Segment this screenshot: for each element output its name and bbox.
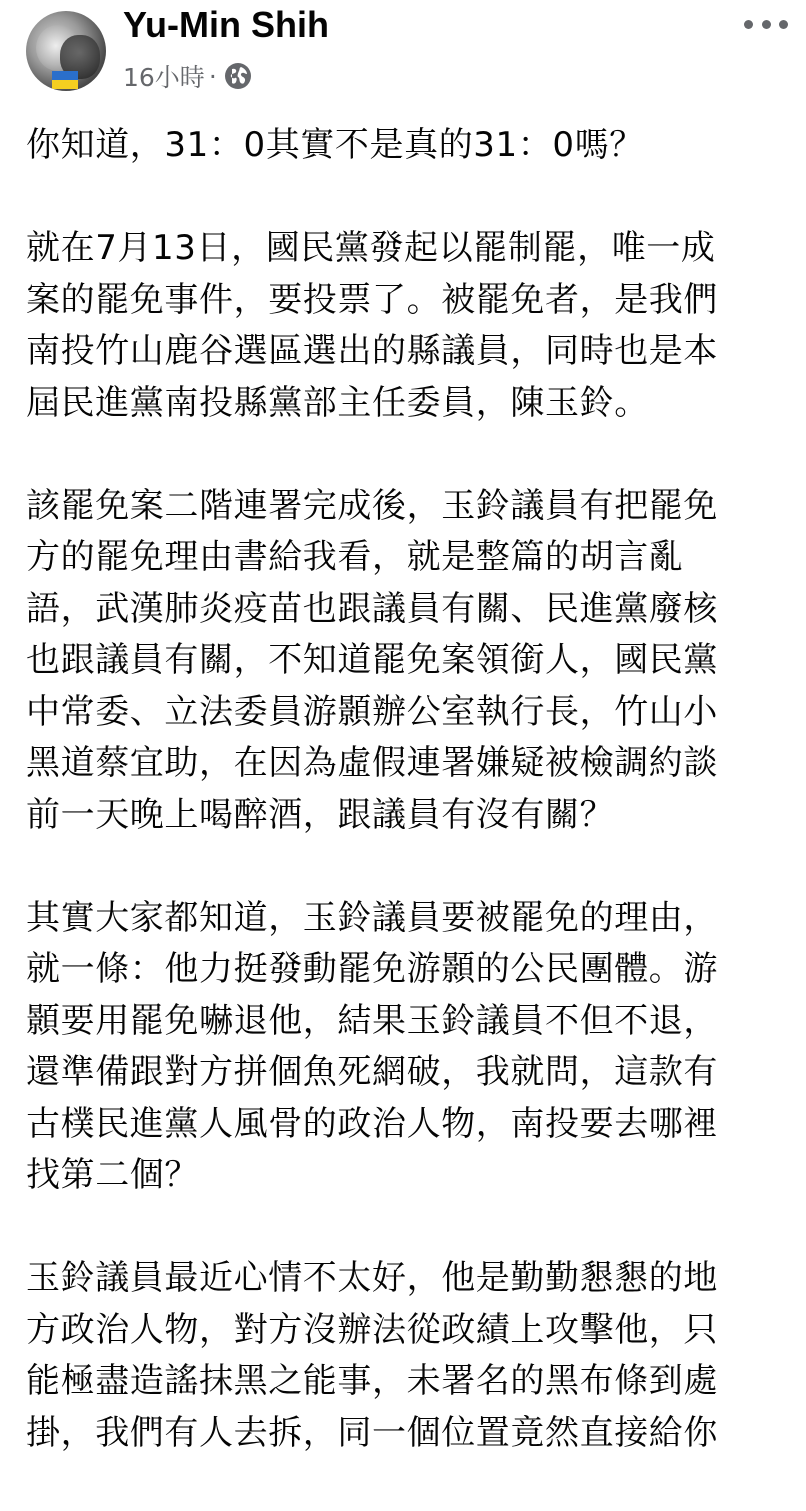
post-paragraph: 其實大家都知道，玉鈴議員要被罷免的理由， 就一條：他力挺發動罷免游顥的公民團體。游 顥要用罷免嚇退他，結果玉鈴議員不但不退， 還準備跟對方拼個魚死網破，我就問，這款有 古樸民進黨人風骨的政治人物，南投要去哪裡 找第二個？ <box>26 897 718 1195</box>
avatar[interactable] <box>26 11 106 91</box>
post-paragraph: 該罷免案二階連署完成後，玉鈴議員有把罷免 方的罷免理由書給我看，就是整篇的胡言亂 語，武漢肺炎疫苗也跟議員有關、民進黨廢核 也跟議員有關，不知道罷免案領銜人，國民黨 中常委、立法委員游顥辦公室執行長，竹山小 黑道蔡宜助，在因為虛假連署嫌疑被檢調約談 前一天晚上喝醉酒，跟議員有沒有關？ <box>26 485 718 835</box>
post-time[interactable]: 16小時 <box>123 63 205 92</box>
post-header <box>0 0 806 110</box>
post-paragraph: 就在7月13日，國民黨發起以罷制罷，唯一成 案的罷免事件，要投票了。被罷免者，是我們 南投竹山鹿谷選區選出的縣議員，同時也是本 屆民進黨南投縣黨部主任委員，陳玉鈴。 <box>26 228 718 423</box>
ukraine-flag-icon <box>52 71 78 89</box>
post-text <box>26 120 786 1511</box>
post-paragraph: 玉鈴議員最近心情不太好，他是勤勤懇懇的地 方政治人物，對方沒辦法從政績上攻擊他，只 能極盡造謠抹黑之能事，未署名的黑布條到處 掛，我們有人去拆，同一個位置竟然直接給你 <box>26 1258 718 1453</box>
meta-separator: · <box>208 61 217 91</box>
post-meta <box>123 56 253 96</box>
globe-icon[interactable] <box>223 61 253 91</box>
post-paragraph: 你知道，31：0其實不是真的31：0嗎？ <box>26 125 644 165</box>
more-options-icon[interactable] <box>744 6 788 42</box>
author-name[interactable]: Yu-Min Shih <box>123 4 329 45</box>
